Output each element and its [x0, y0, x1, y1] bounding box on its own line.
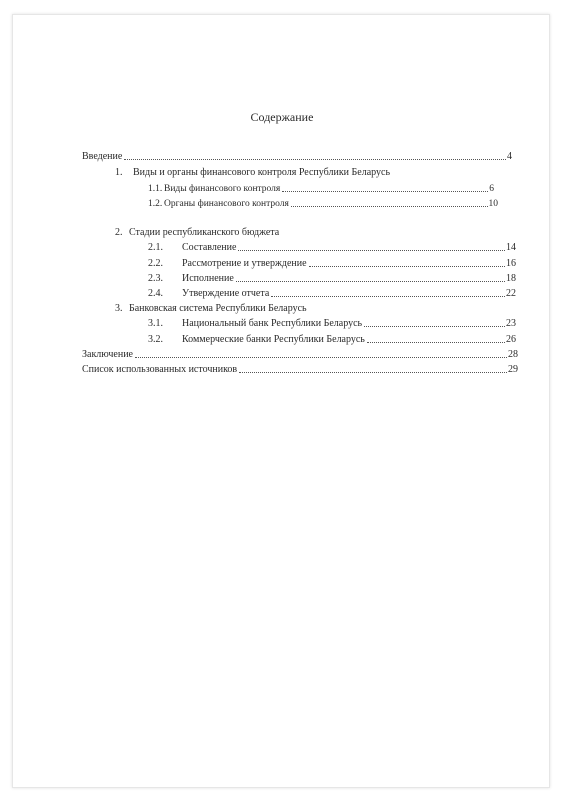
toc-entry-label: Составление — [182, 242, 237, 253]
toc-entry-page: 29 — [508, 364, 518, 375]
toc-entry-conclusion — [82, 348, 518, 361]
toc-entry-page: 6 — [489, 184, 494, 194]
toc-entry-page: 14 — [506, 242, 516, 253]
toc-entry-page: 10 — [488, 199, 498, 209]
toc-entry-section-1-1 — [148, 182, 494, 195]
toc-leader-dots — [271, 296, 505, 297]
toc-entry-page: 26 — [506, 334, 516, 345]
toc-entry-section-2-2 — [148, 257, 516, 270]
toc-entry-section-1-2 — [148, 197, 498, 210]
toc-leader-dots — [135, 357, 507, 358]
toc-entry-number: 2. — [115, 227, 123, 238]
toc-entry-number: 1. — [115, 167, 123, 178]
toc-entry-section-2-1 — [148, 241, 516, 254]
toc-entry-label: Введение — [82, 151, 123, 162]
toc-leader-dots — [124, 159, 506, 160]
toc-entry-section-2-3 — [148, 272, 516, 285]
toc-entry-introduction — [82, 150, 512, 163]
toc-leader-dots — [239, 372, 507, 373]
toc-entry-section-2-4 — [148, 287, 516, 300]
toc-entry-number: 3.1. — [148, 318, 163, 329]
toc-leader-dots — [309, 266, 505, 267]
toc-entry-number: 2.4. — [148, 288, 163, 299]
toc-entry-label: Стадии республиканского бюджета — [129, 227, 280, 238]
toc-leader-dots — [367, 342, 505, 343]
toc-entry-number: 2.1. — [148, 242, 163, 253]
toc-entry-page: 22 — [506, 288, 516, 299]
toc-entry-page: 23 — [506, 318, 516, 329]
toc-entry-number: 2.3. — [148, 273, 163, 284]
toc-entry-page: 18 — [506, 273, 516, 284]
toc-leader-dots — [236, 281, 505, 282]
toc-entry-label: Виды финансового контроля — [164, 184, 281, 194]
toc-leader-dots — [238, 250, 505, 251]
toc-leader-dots — [364, 326, 505, 327]
toc-entry-label: Органы финансового контроля — [164, 199, 289, 209]
toc-entry-label: Банковская система Республики Беларусь — [129, 303, 307, 314]
toc-entry-label: Виды и органы финансового контроля Республики Беларусь — [133, 167, 391, 178]
page-title: Содержание — [250, 110, 314, 124]
toc-entry-label: Национальный банк Республики Беларусь — [182, 318, 363, 329]
toc-entry-number: 3.2. — [148, 334, 163, 345]
toc-entry-label: Рассмотрение и утверждение — [182, 258, 307, 269]
toc-entry-section-3-1 — [148, 317, 516, 330]
toc-entry-section-3 — [115, 302, 415, 315]
toc-entry-section-2 — [115, 226, 375, 239]
toc-entry-page: 16 — [506, 258, 516, 269]
toc-leader-dots — [282, 191, 488, 192]
toc-entry-number: 2.2. — [148, 258, 163, 269]
toc-entry-number: 1.1. — [148, 184, 163, 194]
toc-entry-page: 28 — [508, 349, 518, 360]
toc-leader-dots — [291, 206, 488, 207]
toc-entry-label: Заключение — [82, 349, 133, 360]
toc-entry-section-1 — [115, 166, 495, 179]
toc-entry-label: Коммерческие банки Республики Беларусь — [182, 334, 365, 345]
toc-entry-number: 1.2. — [148, 199, 163, 209]
toc-entry-number: 3. — [115, 303, 123, 314]
toc-entry-section-3-2 — [148, 333, 516, 346]
toc-entry-label: Исполнение — [182, 273, 234, 284]
toc-entry-page: 4 — [507, 151, 512, 162]
toc-entry-references — [82, 363, 518, 376]
toc-entry-label: Утверждение отчета — [182, 288, 270, 299]
toc-entry-label: Список использованных источников — [82, 364, 238, 375]
